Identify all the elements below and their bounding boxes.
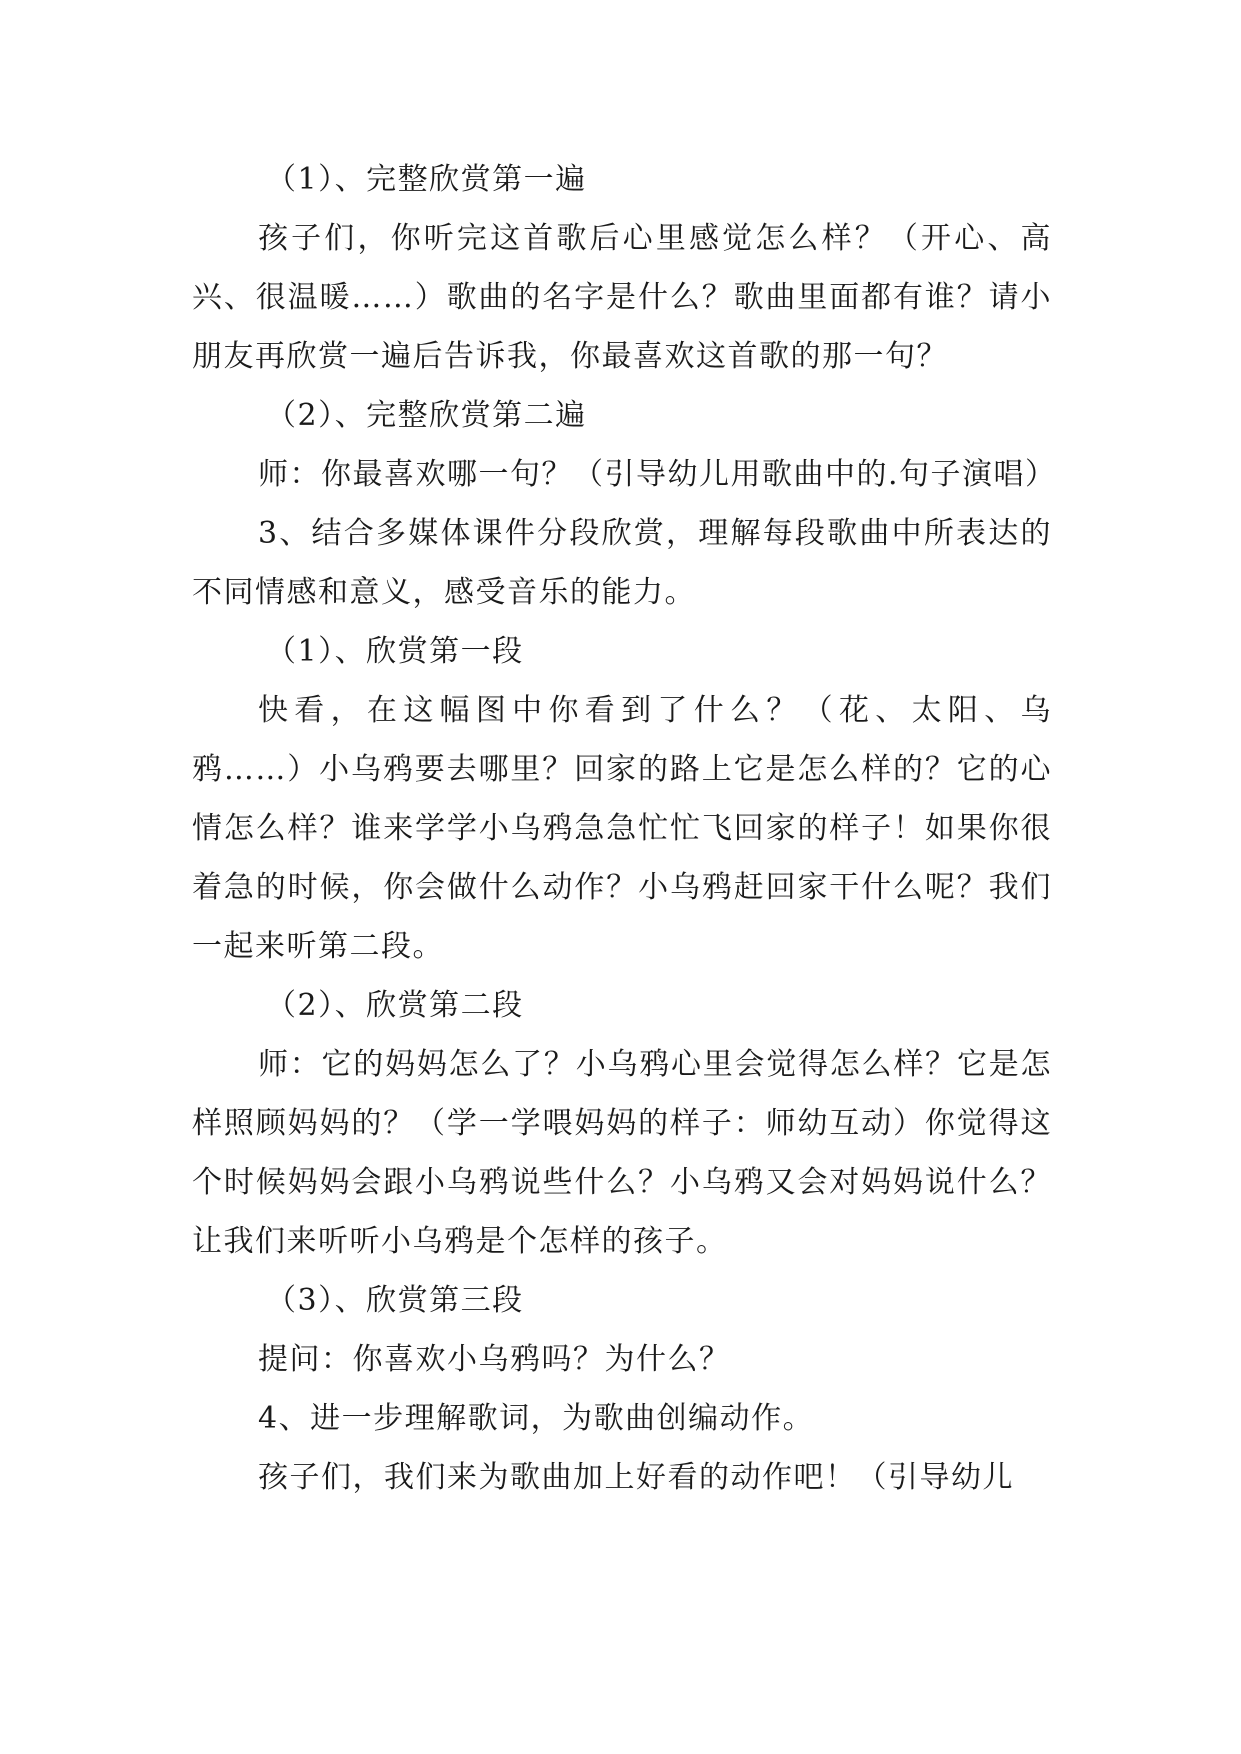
paragraph-favorite-line: 师：你最喜欢哪一句？（引导幼儿用歌曲中的.句子演唱） <box>258 457 1057 492</box>
paragraph-feeling-question: 孩子们，你听完这首歌后心里感觉怎么样？（开心、高兴、很温暖……）歌曲的名字是什么？歌曲里面都有谁？请小朋友再欣赏一遍后告诉我，你最喜欢这首歌的那一句？ <box>192 221 1052 374</box>
document-page <box>192 150 1057 1507</box>
paragraph-add-actions: 孩子们，我们来为歌曲加上好看的动作吧！（引导幼儿 <box>258 1460 1014 1495</box>
paragraph-section-one: 快看，在这幅图中你看到了什么？（花、太阳、乌鸦……）小乌鸦要去哪里？回家的路上它是怎么样的？它的心情怎么样？谁来学学小乌鸦急急忙忙飞回家的样子！如果你很着急的时候，你会做什么动作？小乌鸦赶回家干什么呢？我们一起来听第二段。 <box>192 693 1052 964</box>
paragraph-section-two: 师：它的妈妈怎么了？小乌鸦心里会觉得怎么样？它是怎样照顾妈妈的？（学一学喂妈妈的样子：师幼互动）你觉得这个时候妈妈会跟小乌鸦说些什么？小乌鸦又会对妈妈说什么？让我们来听听小乌鸦是个怎样的孩子。 <box>192 1047 1052 1259</box>
heading-section-three: （3）、欣赏第三段 <box>266 1283 524 1318</box>
heading-section-one: （1）、欣赏第一段 <box>266 634 524 669</box>
heading-appreciate-first-full: （1）、完整欣赏第一遍 <box>266 162 587 197</box>
paragraph-step-3: 3、结合多媒体课件分段欣赏，理解每段歌曲中所表达的不同情感和意义，感受音乐的能力。 <box>192 516 1052 610</box>
heading-appreciate-second-full: （2）、完整欣赏第二遍 <box>266 398 587 433</box>
paragraph-step-4: 4、进一步理解歌词，为歌曲创编动作。 <box>258 1401 815 1436</box>
paragraph-section-three: 提问：你喜欢小乌鸦吗？为什么？ <box>258 1342 731 1377</box>
heading-section-two: （2）、欣赏第二段 <box>266 988 524 1023</box>
